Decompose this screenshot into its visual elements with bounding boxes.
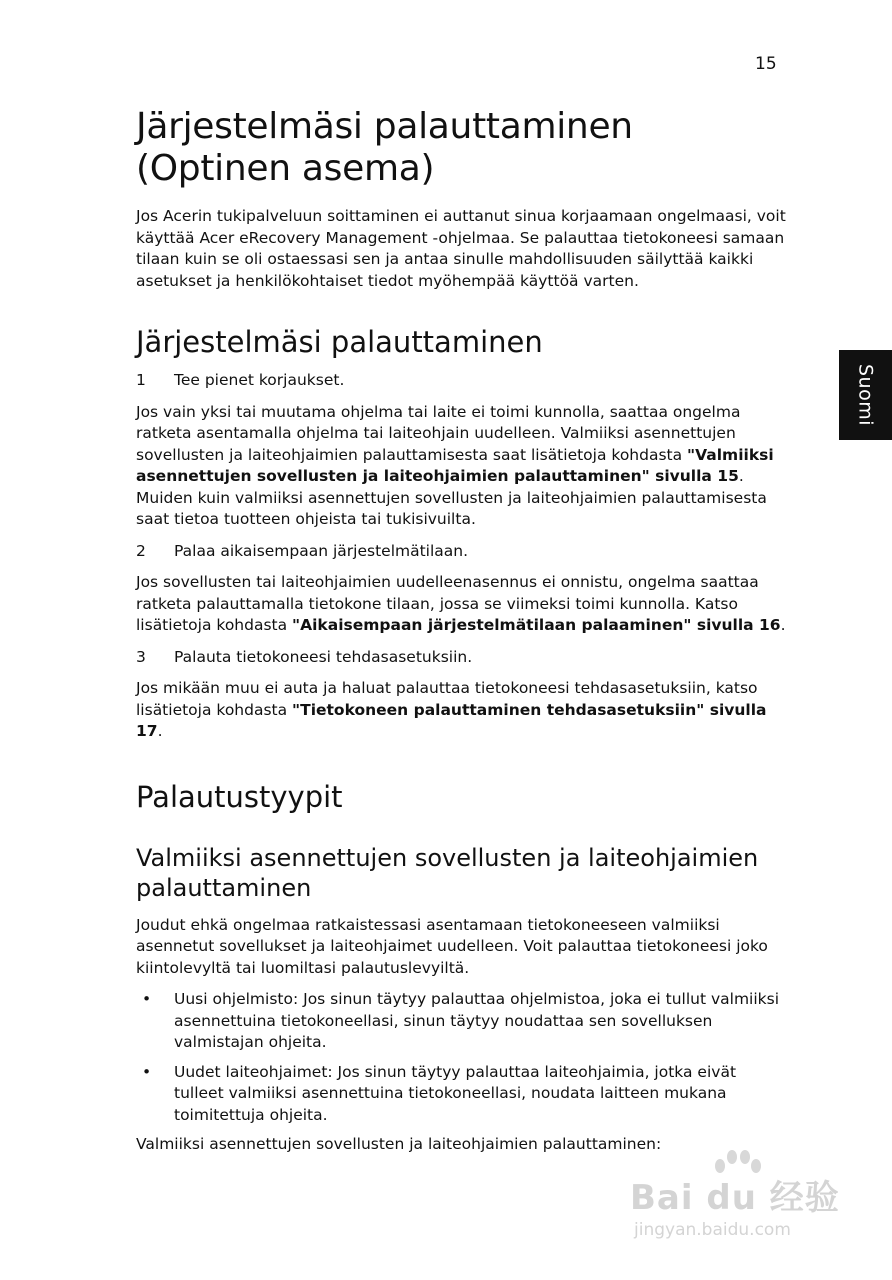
page-title-line2: (Optinen asema) <box>136 148 435 189</box>
list-item-text: Uusi ohjelmisto: Jos sinun täytyy palauttaa ohjelmistoa, joka ei tullut valmiiksi asennettuina tietokoneellasi, sinun täytyy noudattaa sen sovelluksen valmistajan ohjeita. <box>174 990 780 1051</box>
step-number: 2 <box>136 541 146 560</box>
subsection-heading: Valmiiksi asennettujen sovellusten ja laiteohjaimien palauttaminen <box>136 843 759 902</box>
page-title <box>136 106 786 190</box>
step-label: Tee pienet korjaukset. <box>174 371 345 389</box>
step-description <box>136 678 786 743</box>
step-label: Palauta tietokoneesi tehdasasetuksiin. <box>174 647 473 666</box>
step-item <box>136 541 786 563</box>
watermark-url: jingyan.baidu.com <box>634 1220 791 1240</box>
step-number: 1 <box>136 371 146 389</box>
step-text: . <box>780 616 786 634</box>
intro-paragraph: Jos Acerin tukipalveluun soittaminen ei auttanut sinua korjaamaan ongelmaasi, voit käyttää Acer eRecovery Management -ohjelmaa. Se palauttaa tietokoneesi samaan tilaan kuin se oli ostaessasi sen ja antaa sinulle mahdollisuuden säilyttää kaikki asetukset ja henkilökohtaiset tiedot myöhempää käyttöä varten. <box>136 207 786 290</box>
language-side-tab <box>839 350 892 440</box>
cross-reference-link[interactable]: "Aikaisempaan järjestelmätilaan palaaminen" sivulla 16 <box>292 616 781 634</box>
side-tab-label: Suomi <box>854 363 877 426</box>
step-text: Jos sovellusten tai laiteohjaimien uudelleenasennus ei onnistu, ongelma saattaa ratketa palauttamalla tietokone tilaan, jossa se viimeksi toimi kunnolla. Katso lisätietoja kohdasta <box>136 573 759 634</box>
list-item <box>136 1062 786 1127</box>
step-text: . Muiden kuin valmiiksi asennettujen sovellusten ja laiteohjaimien palauttamisesta saat tietoa tuotteen ohjeista tai tukisivuilta. <box>136 467 767 528</box>
section-heading-restore: Järjestelmäsi palauttaminen <box>136 325 543 359</box>
step-description <box>136 402 786 531</box>
page-title-line1: Järjestelmäsi palauttaminen <box>136 106 633 147</box>
recovery-paragraph: Joudut ehkä ongelmaa ratkaistessasi asentamaan tietokoneeseen valmiiksi asennetut sovellukset ja laiteohjaimet uudelleen. Voit palauttaa tietokoneesi joko kiintolevyltä tai luomiltasi palautuslevyiltä. <box>136 915 768 977</box>
closing-paragraph: Valmiiksi asennettujen sovellusten ja laiteohjaimien palauttaminen: <box>136 1135 662 1153</box>
step-item <box>136 370 786 392</box>
cross-reference-link[interactable]: "Valmiiksi asennettujen sovellusten ja laiteohjaimien palauttaminen" sivulla 15 <box>136 445 774 485</box>
step-description <box>136 572 786 637</box>
watermark-logo: Bai du 经验 <box>630 1178 840 1218</box>
page-number: 15 <box>755 54 777 74</box>
section-heading-recovery-types: Palautustyypit <box>136 779 343 814</box>
step-text: . <box>157 722 163 740</box>
list-item-text: Uudet laiteohjaimet: Jos sinun täytyy palauttaa laiteohjaimia, jotka eivät tulleet valmiiksi asennettuina tietokoneellasi, noudata laitteen mukana toimitettuja ohjeita. <box>174 1062 737 1124</box>
step-item <box>136 647 786 669</box>
bullet-icon: • <box>142 990 152 1008</box>
list-item <box>136 989 786 1054</box>
step-text: Jos mikään muu ei auta ja haluat palauttaa tietokoneesi tehdasasetuksiin, katso lisätietoja kohdasta <box>136 679 758 719</box>
page-content <box>136 106 786 1166</box>
baidu-watermark <box>630 1148 870 1248</box>
step-text: Jos vain yksi tai muutama ohjelma tai laite ei toimi kunnolla, saattaa ongelma ratketa asentamalla ohjelma tai laiteohjain uudelleen. Valmiiksi asennettujen sovellusten ja laiteohjaimien palauttamisesta saat lisätietoja kohdasta <box>136 402 741 464</box>
cross-reference-link[interactable]: "Tietokoneen palauttaminen tehdasasetuksiin" sivulla 17 <box>136 700 767 740</box>
step-label: Palaa aikaisempaan järjestelmätilaan. <box>174 541 469 560</box>
step-number: 3 <box>136 647 146 666</box>
bullet-icon: • <box>142 1062 152 1081</box>
